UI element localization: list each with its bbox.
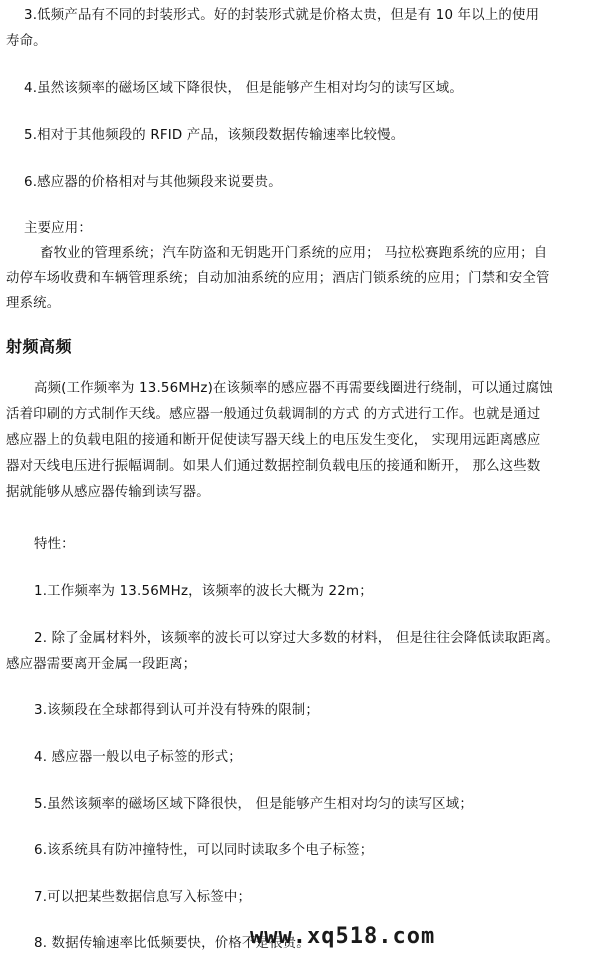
lf-applications-title: 主要应用： [24, 221, 92, 236]
hf-intro-line-3: 感应器上的负载电阻的接通和断开促使读写器天线上的电压发生变化， 实现用远距离感应 [6, 433, 541, 448]
hf-intro-line-5: 据就能够从感应器传输到读写器。 [6, 485, 210, 500]
lf-point-3-line-2: 寿命。 [6, 34, 47, 49]
hf-intro-line-2: 活着印刷的方式制作天线。感应器一般通过负载调制的方式 的方式进行工作。也就是通过 [6, 407, 541, 422]
hf-feature-8: 8. 数据传输速率比低频要快，价格不是很贵。 [34, 936, 310, 951]
hf-intro-line-1: 高频(工作频率为 13.56MHz)在该频率的感应器不再需要线圈进行绕制，可以通过腐蚀 [34, 381, 553, 396]
hf-feature-3: 3.该频段在全球都得到认可并没有特殊的限制； [34, 703, 319, 718]
site-watermark: www.xq518.com [250, 924, 436, 949]
lf-point-4: 4.虽然该频率的磁场区域下降很快， 但是能够产生相对均匀的读写区域。 [24, 81, 463, 96]
lf-applications-line-2: 动停车场收费和车辆管理系统；自动加油系统的应用；酒店门锁系统的应用；门禁和安全管 [6, 271, 550, 286]
hf-feature-7: 7.可以把某些数据信息写入标签中； [34, 890, 252, 905]
lf-point-6: 6.感应器的价格相对与其他频段来说要贵。 [24, 175, 282, 190]
hf-feature-4: 4. 感应器一般以电子标签的形式； [34, 750, 242, 765]
hf-feature-2-line-1: 2. 除了金属材料外，该频率的波长可以穿过大多数的材料， 但是往往会降低读取距离。 [34, 631, 559, 646]
hf-feature-2-line-2: 感应器需要离开金属一段距离； [6, 657, 197, 672]
hf-features-title: 特性： [34, 537, 75, 552]
hf-feature-1: 1.工作频率为 13.56MHz，该频率的波长大概为 22m； [34, 584, 373, 599]
lf-applications-line-1: 畜牧业的管理系统；汽车防盗和无钥匙开门系统的应用； 马拉松赛跑系统的应用；自 [40, 246, 548, 261]
hf-feature-5: 5.虽然该频率的磁场区域下降很快， 但是能够产生相对均匀的读写区域； [34, 797, 473, 812]
lf-point-5: 5.相对于其他频段的 RFID 产品，该频段数据传输速率比较慢。 [24, 128, 405, 143]
lf-point-3-line-1: 3.低频产品有不同的封装形式。好的封装形式就是价格太贵，但是有 10 年以上的使用 [24, 8, 540, 23]
hf-section-heading: 射频高频 [6, 337, 73, 356]
hf-intro-line-4: 器对天线电压进行振幅调制。如果人们通过数据控制负载电压的接通和断开， 那么这些数 [6, 459, 541, 474]
lf-applications-line-3: 理系统。 [6, 296, 61, 311]
hf-feature-6: 6.该系统具有防冲撞特性，可以同时读取多个电子标签； [34, 843, 374, 858]
